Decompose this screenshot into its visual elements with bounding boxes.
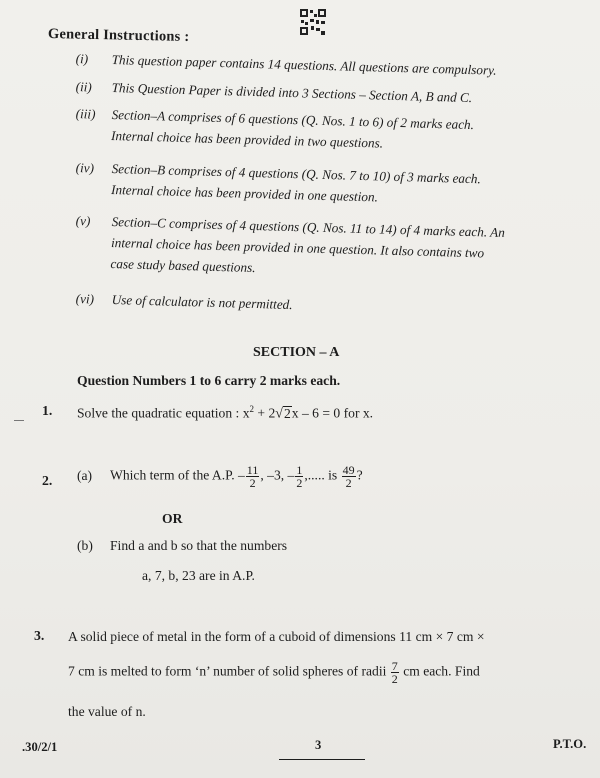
instruction-text: case study based questions.: [110, 255, 256, 276]
section-marks-note: Question Numbers 1 to 6 carry 2 marks each.: [77, 373, 341, 388]
instruction-number: (i): [75, 50, 89, 67]
instruction-number: (v): [75, 212, 91, 229]
instruction-item: [75, 157, 576, 205]
q2b-line2: a, 7, b, 23 are in A.P.: [142, 568, 255, 583]
instruction-text: Section–B comprises of 4 questions (Q. Nos. 7 to 10) of 3 marks each.: [111, 161, 481, 187]
general-instructions-title: General Instructions :: [47, 26, 190, 45]
part-label: (b): [77, 538, 93, 553]
numerator: 1: [296, 463, 303, 477]
q2-dots: ,..... is: [304, 467, 338, 483]
instruction-text: This Question Paper is divided into 3 Sections – Section A, B and C.: [111, 80, 473, 106]
instruction-item: [75, 210, 576, 276]
q3-line2b: cm each. Find: [403, 663, 480, 679]
q1-radicand: 2: [283, 405, 291, 421]
instruction-text: Internal choice has been provided in two questions.: [110, 127, 384, 151]
instruction-text: Internal choice has been provided in one question.: [110, 181, 379, 205]
question-2a-text: [77, 464, 363, 489]
denominator: 2: [296, 476, 303, 490]
denominator: 2: [345, 476, 352, 490]
question-1-text: [77, 404, 373, 423]
pto-label: P.T.O.: [553, 737, 587, 751]
page-number: 3: [315, 738, 322, 752]
section-title: SECTION – A: [253, 345, 340, 360]
question-number: 3.: [34, 628, 45, 643]
q1-exponent: 2: [249, 404, 255, 414]
numerator: 7: [391, 659, 398, 673]
denominator: 2: [249, 476, 256, 490]
footer-divider: [279, 759, 365, 760]
q1-text-c: x – 6 = 0 for x.: [291, 405, 374, 421]
q2-mid: , –3, –: [260, 467, 295, 483]
instruction-number: (ii): [75, 78, 93, 95]
instruction-item: [75, 288, 576, 313]
instruction-number: (iii): [75, 105, 96, 122]
paper-code: .30/2/1: [22, 740, 58, 754]
question-number: 1.: [42, 403, 53, 418]
fraction: [342, 464, 356, 489]
fraction: [295, 464, 303, 489]
question-2b-text: [77, 538, 287, 554]
fraction: [391, 660, 399, 685]
instruction-number: (vi): [75, 290, 95, 307]
instruction-item: [75, 48, 576, 78]
q2-qmark: ?: [356, 467, 363, 483]
numerator: 11: [246, 463, 259, 477]
instruction-text: internal choice has been provided in one question. It also contains two: [110, 234, 485, 261]
denominator: 2: [391, 672, 398, 686]
instruction-number: (iv): [75, 159, 95, 176]
numerator: 49: [342, 463, 355, 477]
instruction-text: Section–A comprises of 6 questions (Q. Nos. 1 to 6) of 2 marks each.: [111, 107, 475, 133]
instruction-text: This question paper contains 14 questions. All questions are compulsory.: [111, 52, 497, 78]
qr-code-icon: [299, 8, 327, 36]
q1-text-b: + 2: [254, 405, 276, 421]
instruction-text: Section–C comprises of 4 questions (Q. Nos. 11 to 14) of 4 marks each. An: [111, 214, 506, 240]
q1-text-a: Solve the quadratic equation : x: [77, 405, 250, 421]
q3-line1: A solid piece of metal in the form of a cuboid of dimensions 11 cm × 7 cm ×: [68, 629, 485, 644]
sqrt-icon: √: [275, 406, 283, 422]
q3-line3: the value of n.: [68, 704, 146, 719]
or-label: OR: [162, 511, 183, 526]
q3-line2: [68, 660, 480, 685]
q2-text: Which term of the A.P. –: [110, 467, 245, 483]
part-label: (a): [77, 467, 93, 483]
q2b-line1: Find a and b so that the numbers: [110, 538, 288, 553]
q3-line2a: 7 cm is melted to form ‘n’ number of solid spheres of radii: [68, 663, 387, 679]
fraction: [246, 464, 260, 489]
instruction-text: Use of calculator is not permitted.: [111, 292, 293, 313]
question-number: 2.: [42, 473, 53, 488]
margin-mark: [14, 420, 24, 421]
